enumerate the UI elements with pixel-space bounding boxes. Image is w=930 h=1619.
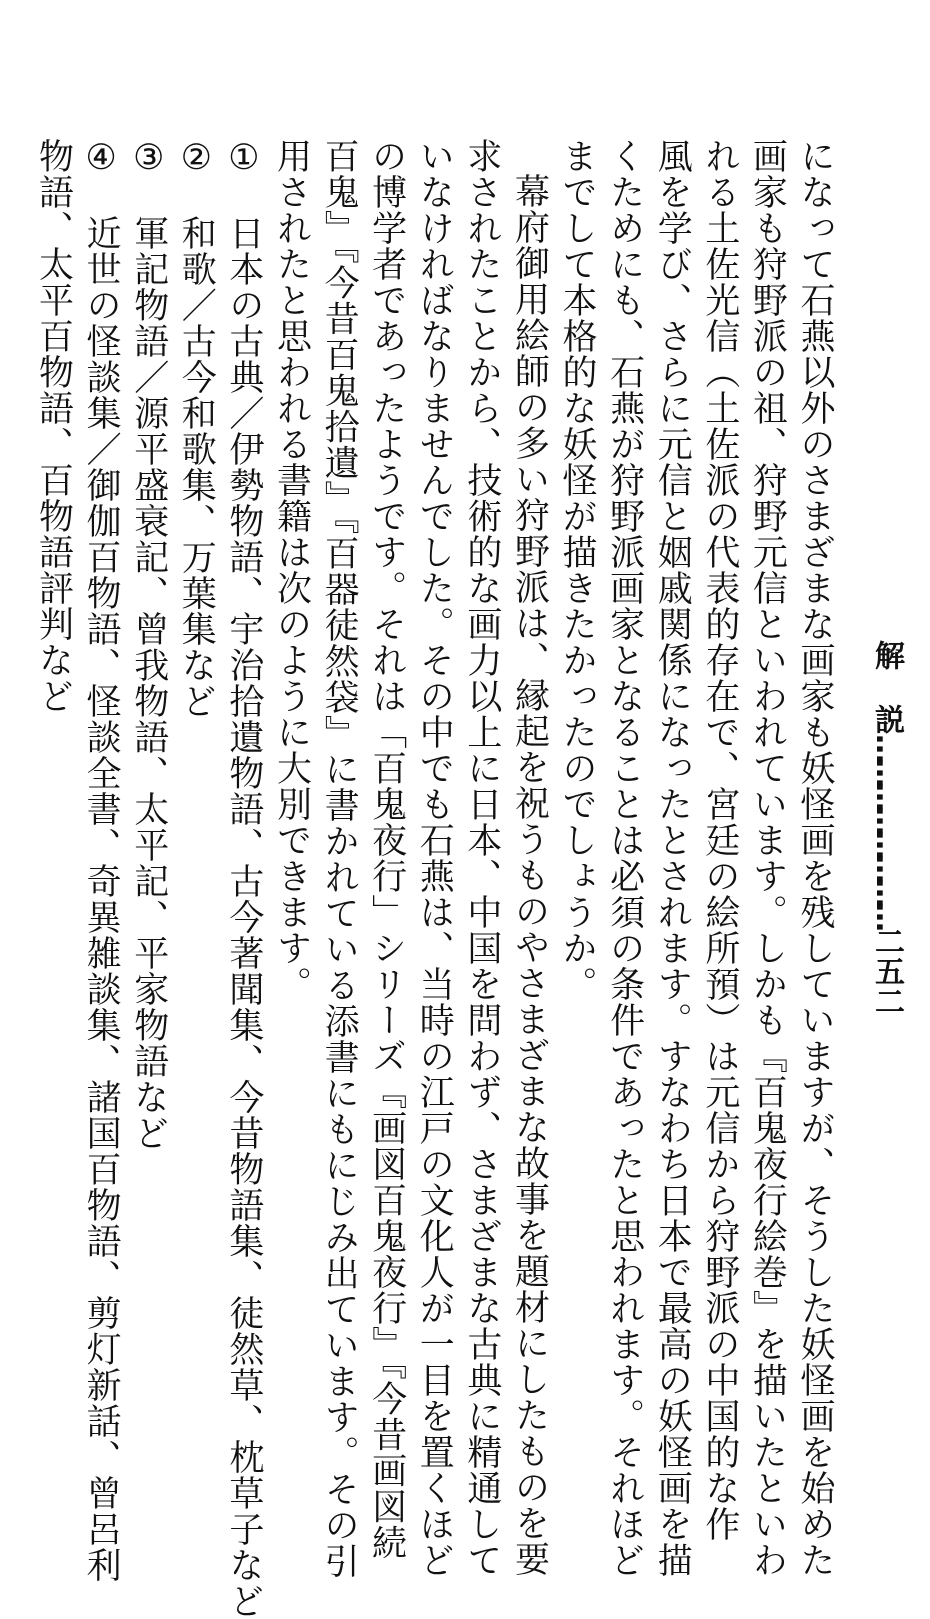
list-text: 軍記物語／源平盛衰記、曾我物語、太平記、平家物語など — [128, 215, 169, 1151]
text-line-10: の博学者であったようです。それは「百鬼夜行」シリーズ『画図百鬼夜行』『今昔画図続 — [366, 138, 407, 1561]
list-number: ④ — [81, 138, 122, 179]
list-number: ① — [223, 138, 264, 179]
header-dots: …………………… — [869, 734, 904, 926]
list-item-4 — [77, 138, 125, 1583]
list-text: 近世の怪談集／御伽百物語、怪談全書、奇異雑談集、諸国百物語、剪灯新話、曾呂利 — [81, 215, 122, 1583]
list-number: ② — [176, 138, 217, 179]
list-text: 日本の古典／伊勢物語、宇治拾遺物語、古今著聞集、今昔物語集、徒然草、枕草子など — [223, 215, 264, 1619]
text-line-4: 風を学び、さらに元信と姻戚関係になったとされます。すなわち日本で最高の妖怪画を描 — [652, 138, 693, 1578]
page-number: 二五二 — [869, 926, 904, 1016]
text-line-1: になって石燕以外のさまざまな画家も妖怪画を残していますが、そうした妖怪画を始めた — [795, 138, 835, 1578]
list-number: ③ — [128, 138, 169, 179]
running-header — [864, 640, 908, 1070]
text-line-12: 用されたと思われる書籍は次のように大別できます。 — [271, 138, 312, 1002]
list-item-3 — [124, 138, 172, 1358]
list-text: 和歌／古今和歌集、万葉集など — [176, 215, 217, 719]
body-text — [33, 138, 838, 1619]
text-line-8: 求されたことから、技術的な画力以上に日本、中国を問わず、さまざまな古典に精通して — [461, 138, 502, 1578]
list-item-1 — [219, 138, 267, 1619]
list-text: 物語、太平百物語、百物語評判など — [33, 138, 74, 714]
text-line-2: 画家も狩野派の祖、狩野元信といわれています。しかも『百鬼夜行絵巻』を描いたといわ — [747, 138, 788, 1578]
text-line-3: れる土佐光信（土佐派の代表的存在で、宮廷の絵所預）は元信から狩野派の中国的な作 — [699, 138, 740, 1542]
text-line-7: 幕府御用絵師の多い狩野派は、縁起を祝うものやさまざまな故事を題材にしたものを要 — [509, 173, 550, 1577]
text-line-5: くためにも、石燕が狩野派画家となることは必須の条件であったと思われます。それほど — [604, 138, 645, 1578]
list-item-2 — [172, 138, 220, 1358]
text-line-6: までして本格的な妖怪が描きたかったのでしょうか。 — [557, 138, 598, 1002]
text-line-11: 百鬼』『今昔百鬼拾遺』『百器徒然袋』に書かれている添書にもにじみ出ています。その引 — [319, 138, 360, 1579]
header-section-1: 解 — [869, 640, 904, 670]
text-line-9: いなければなりませんでした。その中でも石燕は、当時の江戸の文化人が一目を置くほど — [414, 138, 455, 1578]
list-item-4-continued — [29, 138, 77, 1358]
header-section-2: 説 — [869, 704, 904, 734]
